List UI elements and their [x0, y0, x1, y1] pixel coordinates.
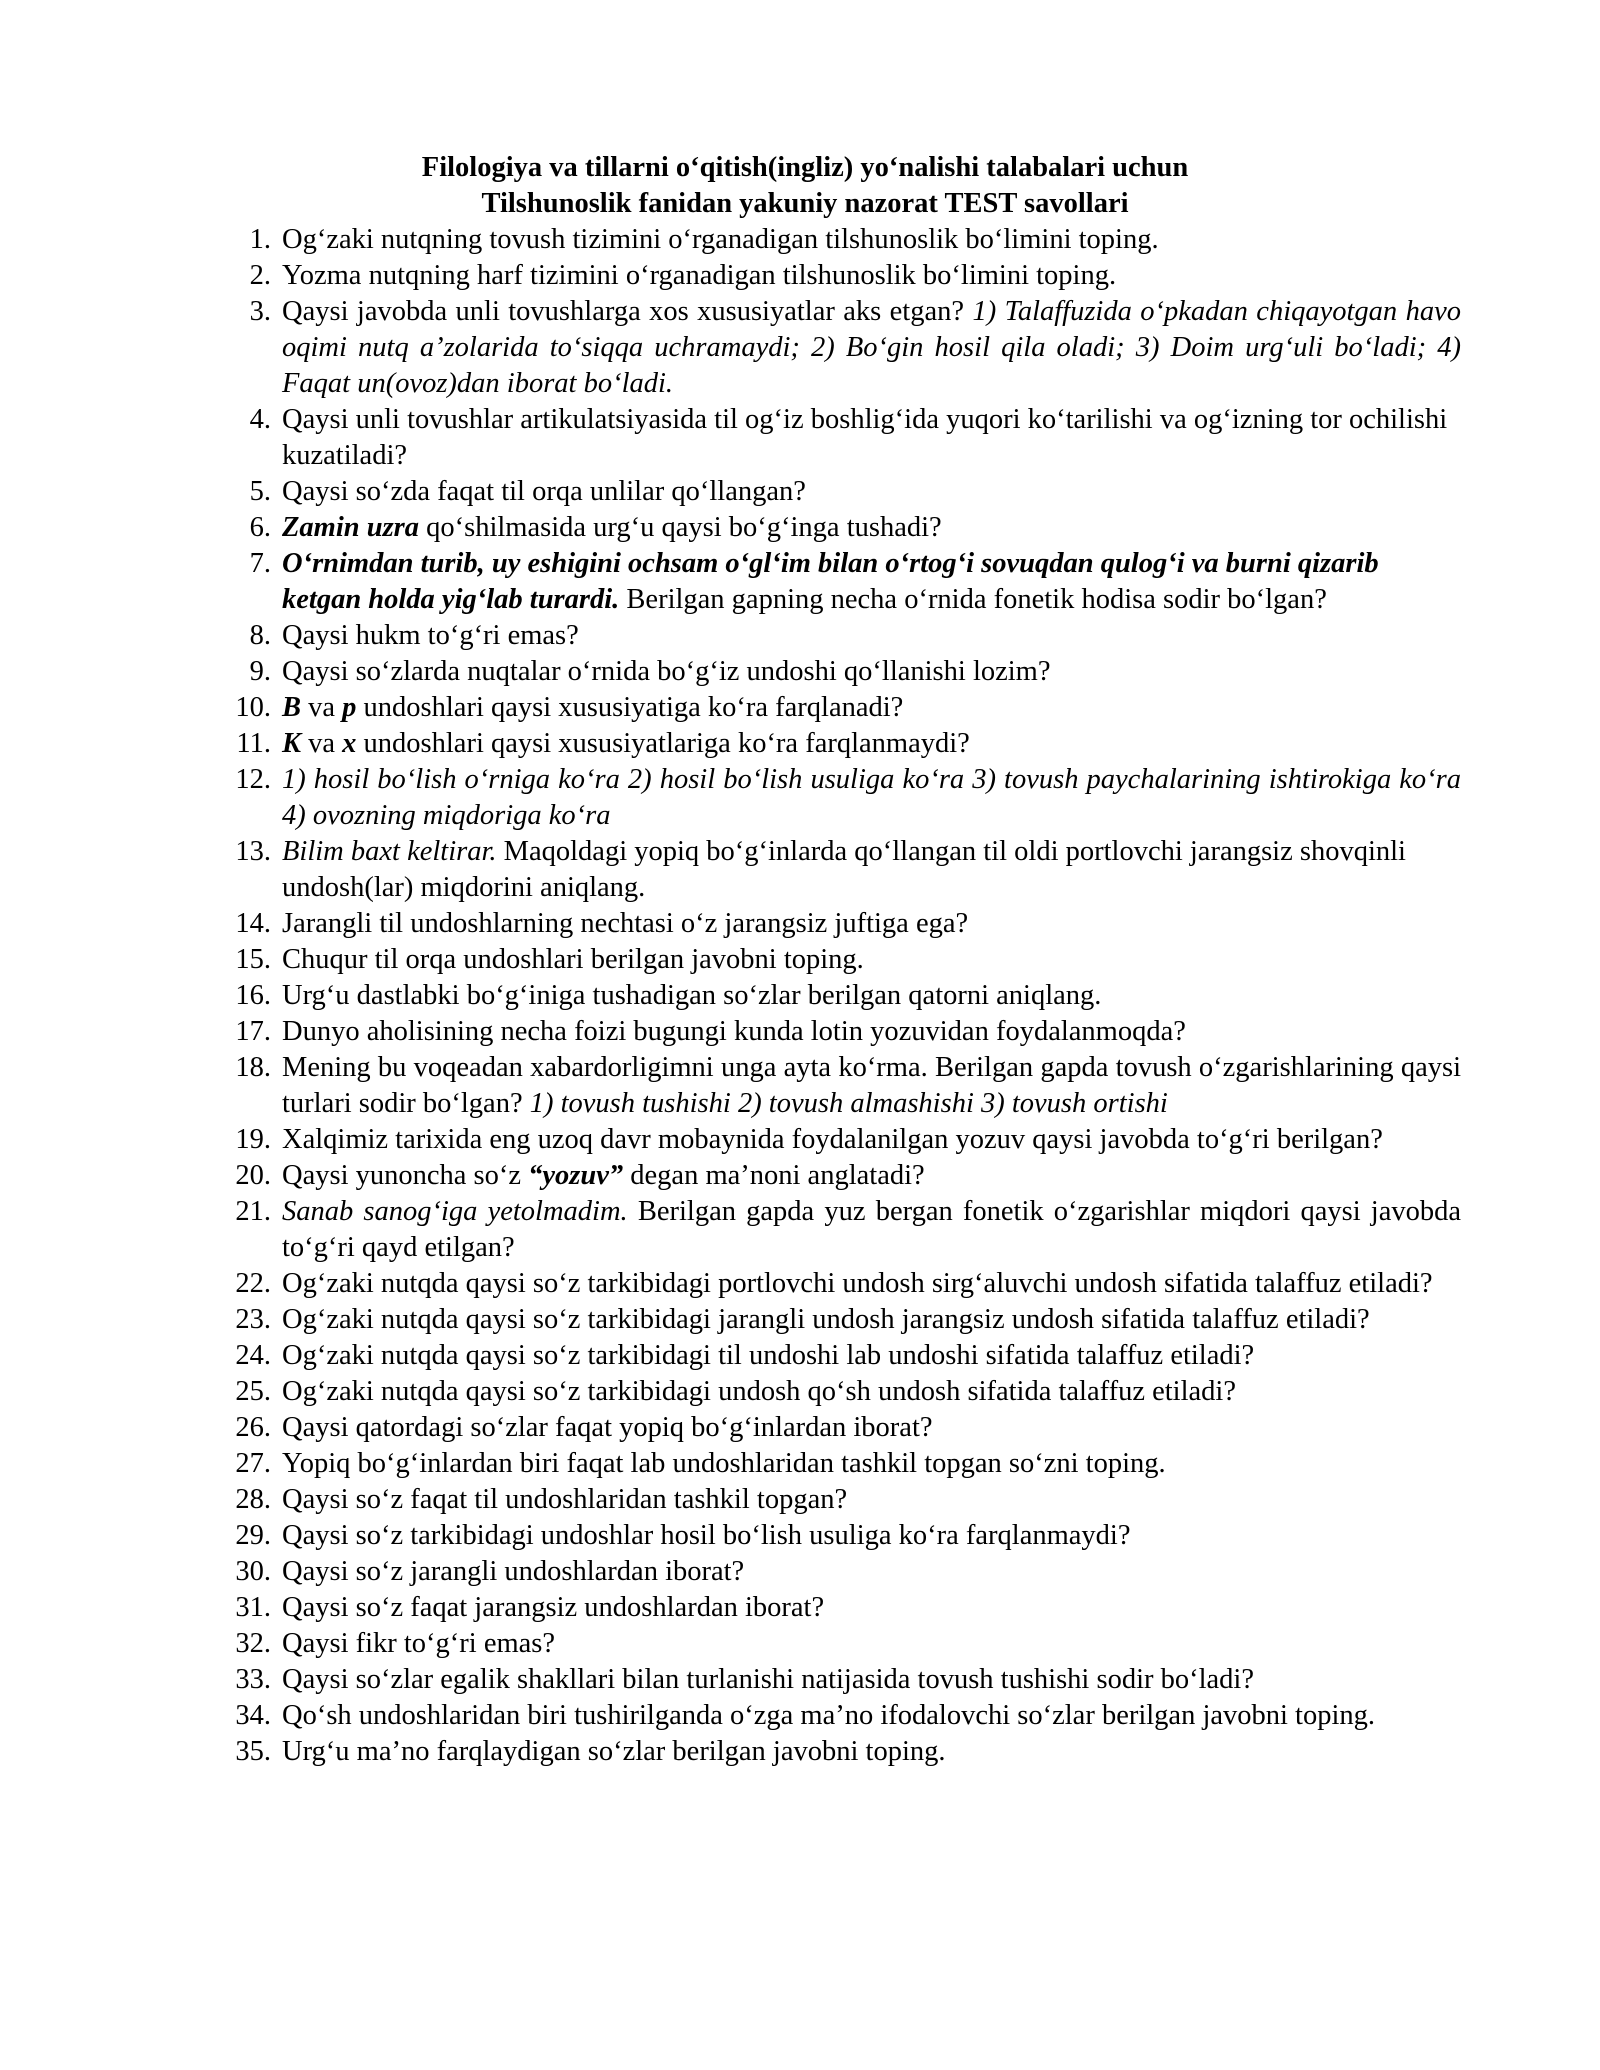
question-text-run: Og‘zaki nutqda qaysi so‘z tarkibidagi undosh qo‘sh undosh sifatida talaffuz etiladi?: [282, 1376, 1236, 1407]
document-title: [200, 150, 1410, 222]
question-number: 23.: [235, 1304, 271, 1335]
question-item: [211, 258, 1461, 294]
question-number: 29.: [235, 1520, 271, 1551]
question-text: [282, 654, 1461, 690]
question-text: [282, 762, 1461, 834]
question-item: [211, 1158, 1461, 1194]
question-number: 13.: [235, 836, 271, 867]
question-item: [211, 1734, 1461, 1770]
question-number: 4.: [249, 404, 271, 435]
question-item: [211, 942, 1461, 978]
question-number: 31.: [235, 1592, 271, 1623]
question-text: [282, 402, 1461, 474]
question-number: 32.: [235, 1628, 271, 1659]
question-text-run: Qaysi qatordagi so‘zlar faqat yopiq bo‘g‘inlardan iborat?: [282, 1412, 933, 1443]
question-text: [282, 1014, 1461, 1050]
question-number: 27.: [235, 1448, 271, 1479]
question-item: [211, 1518, 1461, 1554]
question-text-run: Xalqimiz tarixida eng uzoq davr mobaynida foydalanilgan yozuv qaysi javobda to‘g‘ri berilgan?: [282, 1124, 1383, 1155]
question-text-run: Mening bu voqeadan xabardorligimni unga ayta ko‘rma. Berilgan gapda tovush o‘zgarishlarining qaysi turlari sodir bo‘lgan?: [282, 1052, 1461, 1119]
question-text-run: O‘rnimdan turib, uy eshigini ochsam o‘gl‘im bilan o‘rtog‘i sovuqdan qulog‘i va burni qizarib ketgan holda yig‘lab turardi.: [282, 548, 1379, 615]
question-text-run: x: [342, 728, 357, 759]
question-number: 33.: [235, 1664, 271, 1695]
question-text-run: Qaysi so‘zlarda nuqtalar o‘rnida bo‘g‘iz undoshi qo‘llanishi lozim?: [282, 656, 1051, 687]
question-item: [211, 978, 1461, 1014]
question-number: 17.: [235, 1016, 271, 1047]
question-text-run: va: [301, 728, 343, 759]
question-text: [282, 906, 1461, 942]
question-number: 20.: [235, 1160, 271, 1191]
question-number: 16.: [235, 980, 271, 1011]
question-number: 34.: [235, 1700, 271, 1731]
question-item: [211, 1122, 1461, 1158]
question-text: [282, 1302, 1461, 1338]
question-text-run: Qaysi so‘zlar egalik shakllari bilan turlanishi natijasida tovush tushishi sodir bo‘ladi?: [282, 1664, 1254, 1695]
question-number: 21.: [235, 1196, 271, 1227]
question-text-run: “yozuv”: [528, 1160, 624, 1191]
question-text: [282, 510, 1461, 546]
question-text: [282, 1410, 1461, 1446]
question-number: 12.: [235, 764, 271, 795]
question-text-run: qo‘shilmasida urg‘u qaysi bo‘g‘inga tushadi?: [419, 512, 942, 543]
question-text: [282, 978, 1461, 1014]
question-text-run: Qaysi unli tovushlar artikulatsiyasida til og‘iz boshlig‘ida yuqori ko‘tarilishi va og‘izning tor ochilishi kuzatiladi?: [282, 404, 1448, 471]
question-item: [211, 1446, 1461, 1482]
question-text-run: Berilgan gapda yuz bergan fonetik o‘zgarishlar miqdori qaysi javobda to‘g‘ri qayd etilgan?: [282, 1196, 1462, 1263]
question-text-run: Urg‘u ma’no farqlaydigan so‘zlar berilgan javobni toping.: [282, 1736, 946, 1767]
question-item: [211, 726, 1461, 762]
question-item: [211, 1554, 1461, 1590]
question-number: 8.: [249, 620, 271, 651]
question-text-run: degan ma’noni anglatadi?: [623, 1160, 925, 1191]
question-text-run: Og‘zaki nutqda qaysi so‘z tarkibidagi jarangli undosh jarangsiz undosh sifatida talaffuz etiladi?: [282, 1304, 1370, 1335]
question-text: [282, 726, 1461, 762]
question-item: [211, 1338, 1461, 1374]
question-number: 30.: [235, 1556, 271, 1587]
question-text: [282, 1374, 1461, 1410]
question-text-run: undoshlari qaysi xususiyatiga ko‘ra farqlanadi?: [356, 692, 904, 723]
question-text: [282, 942, 1461, 978]
question-number: 35.: [235, 1736, 271, 1767]
question-item: [211, 618, 1461, 654]
question-number: 2.: [249, 260, 271, 291]
question-item: [211, 690, 1461, 726]
question-item: [211, 1662, 1461, 1698]
question-text-run: Qaysi so‘z faqat til undoshlaridan tashkil topgan?: [282, 1484, 848, 1515]
question-item: [211, 402, 1461, 474]
question-item: [211, 654, 1461, 690]
question-text-run: Og‘zaki nutqda qaysi so‘z tarkibidagi til undoshi lab undoshi sifatida talaffuz etiladi?: [282, 1340, 1255, 1371]
question-text-run: Sanab sanog‘iga yetolmadim.: [282, 1196, 628, 1227]
question-item: [211, 1194, 1461, 1266]
question-text-run: Yozma nutqning harf tizimini o‘rganadigan tilshunoslik bo‘limini toping.: [282, 260, 1117, 291]
question-text-run: Berilgan gapning necha o‘rnida fonetik hodisa sodir bo‘lgan?: [619, 584, 1327, 615]
question-number: 25.: [235, 1376, 271, 1407]
question-number: 19.: [235, 1124, 271, 1155]
question-number: 28.: [235, 1484, 271, 1515]
question-text: [282, 1734, 1461, 1770]
title-line-1: Filologiya va tillarni o‘qitish(ingliz) yo‘nalishi talabalari uchun: [421, 152, 1189, 183]
question-item: [211, 222, 1461, 258]
question-item: [211, 510, 1461, 546]
question-text-run: Chuqur til orqa undoshlari berilgan javobni toping.: [282, 944, 864, 975]
question-number: 15.: [235, 944, 271, 975]
question-text: [282, 1590, 1461, 1626]
question-text-run: undoshlari qaysi xususiyatlariga ko‘ra farqlanmaydi?: [356, 728, 970, 759]
question-number: 11.: [236, 728, 271, 759]
question-item: [211, 294, 1461, 402]
question-item: [211, 1626, 1461, 1662]
question-text-run: Zamin uzra: [282, 512, 420, 543]
question-text: [282, 618, 1461, 654]
question-text-run: Qaysi yunoncha so‘z: [282, 1160, 529, 1191]
question-number: 18.: [235, 1052, 271, 1083]
question-item: [211, 1266, 1461, 1302]
question-text: [282, 1158, 1461, 1194]
question-item: [211, 762, 1461, 834]
question-text: [282, 222, 1461, 258]
question-text: [282, 1518, 1461, 1554]
question-item: [211, 1482, 1461, 1518]
question-text: [282, 690, 1461, 726]
title-line-2: Tilshunoslik fanidan yakuniy nazorat TEST savollari: [481, 188, 1129, 219]
question-text-run: Qaysi so‘z tarkibidagi undoshlar hosil bo‘lish usuliga ko‘ra farqlanmaydi?: [282, 1520, 1131, 1551]
question-number: 9.: [249, 656, 271, 687]
question-text-run: Yopiq bo‘g‘inlardan biri faqat lab undoshlaridan tashkil topgan so‘zni toping.: [282, 1448, 1166, 1479]
question-list: [211, 222, 1461, 1770]
question-item: [211, 546, 1461, 618]
question-number: 5.: [249, 476, 271, 507]
question-text: [282, 1482, 1461, 1518]
question-text-run: Qaysi so‘z jarangli undoshlardan iborat?: [282, 1556, 745, 1587]
question-item: [211, 1698, 1461, 1734]
question-item: [211, 906, 1461, 942]
question-number: 22.: [235, 1268, 271, 1299]
question-text-run: Qaysi fikr to‘g‘ri emas?: [282, 1628, 556, 1659]
question-text-run: Jarangli til undoshlarning nechtasi o‘z jarangsiz juftiga ega?: [282, 908, 969, 939]
question-text: [282, 546, 1461, 618]
question-text-run: Bilim baxt keltirar.: [282, 836, 497, 867]
question-item: [211, 1590, 1461, 1626]
question-text-run: Dunyo aholisining necha foizi bugungi kunda lotin yozuvidan foydalanmoqda?: [282, 1016, 1186, 1047]
question-text-run: Og‘zaki nutqda qaysi so‘z tarkibidagi portlovchi undosh sirg‘aluvchi undosh sifatida talaffuz etiladi?: [282, 1268, 1433, 1299]
question-item: [211, 1374, 1461, 1410]
question-text: [282, 1554, 1461, 1590]
question-number: 3.: [249, 296, 271, 327]
question-item: [211, 1050, 1461, 1122]
question-number: 10.: [235, 692, 271, 723]
question-text: [282, 1626, 1461, 1662]
question-item: [211, 1410, 1461, 1446]
question-text-run: Og‘zaki nutqning tovush tizimini o‘rganadigan tilshunoslik bo‘limini toping.: [282, 224, 1159, 255]
question-text-run: va: [301, 692, 343, 723]
question-text-run: B: [282, 692, 302, 723]
question-text: [282, 1050, 1461, 1122]
question-text: [282, 258, 1461, 294]
question-text: [282, 474, 1461, 510]
question-text-run: Qo‘sh undoshlaridan biri tushirilganda o‘zga ma’no ifodalovchi so‘zlar berilgan javobni toping.: [282, 1700, 1376, 1731]
question-text: [282, 1698, 1461, 1734]
question-text-run: Qaysi so‘z faqat jarangsiz undoshlardan iborat?: [282, 1592, 825, 1623]
question-number: 1.: [249, 224, 271, 255]
question-text-run: K: [282, 728, 302, 759]
question-item: [211, 474, 1461, 510]
question-text: [282, 834, 1461, 906]
question-text-run: Qaysi hukm to‘g‘ri emas?: [282, 620, 579, 651]
question-number: 26.: [235, 1412, 271, 1443]
question-text: [282, 1266, 1461, 1302]
question-text-run: p: [342, 692, 357, 723]
question-text: [282, 1446, 1461, 1482]
question-item: [211, 834, 1461, 906]
question-text: [282, 1122, 1461, 1158]
question-text-run: Urg‘u dastlabki bo‘g‘iniga tushadigan so‘zlar berilgan qatorni aniqlang.: [282, 980, 1102, 1011]
question-text: [282, 1338, 1461, 1374]
question-number: 14.: [235, 908, 271, 939]
question-text: [282, 1194, 1461, 1266]
question-number: 6.: [249, 512, 271, 543]
question-text-run: Qaysi so‘zda faqat til orqa unlilar qo‘llangan?: [282, 476, 806, 507]
question-item: [211, 1014, 1461, 1050]
question-text-run: 1) hosil bo‘lish o‘rniga ko‘ra 2) hosil bo‘lish usuliga ko‘ra 3) tovush paychalarining ishtirokiga ko‘ra 4) ovozning miqdoriga ko‘ra: [282, 764, 1461, 831]
question-text: [282, 1662, 1461, 1698]
question-text: [282, 294, 1461, 402]
question-text-run: 1) Talaffuzida o‘pkadan chiqayotgan havo oqimi nutq a’zolarida to‘siqqa uchramaydi; 2) Bo‘gin hosil qila oladi; 3) Doim urg‘uli bo‘ladi; 4) Faqat un(ovoz)dan iborat bo‘ladi.: [282, 296, 1461, 399]
question-item: [211, 1302, 1461, 1338]
question-text-run: 1) tovush tushishi 2) tovush almashishi 3) tovush ortishi: [529, 1088, 1168, 1119]
question-text-run: Qaysi javobda unli tovushlarga xos xususiyatlar aks etgan?: [282, 296, 973, 327]
question-number: 7.: [249, 548, 271, 579]
question-number: 24.: [235, 1340, 271, 1371]
question-text-run: Maqoldagi yopiq bo‘g‘inlarda qo‘llangan til oldi portlovchi jarangsiz shovqinli undosh(lar) miqdorini aniqlang.: [282, 836, 1406, 903]
